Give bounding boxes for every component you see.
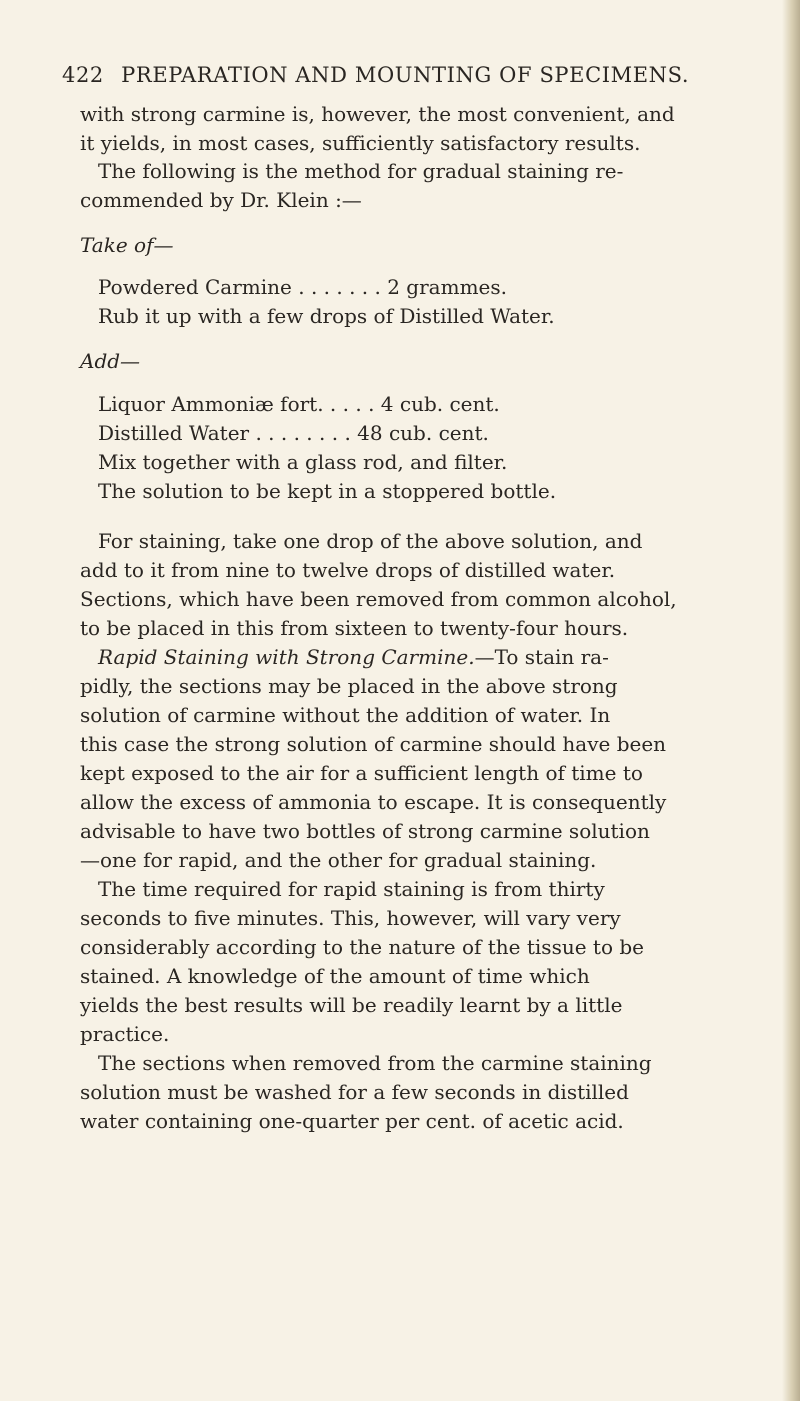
text-line: this case the strong solution of carmine should have been — [80, 732, 667, 756]
recipe-heading: Add— — [80, 349, 141, 373]
text-line: kept exposed to the air for a sufficient length of time to — [80, 761, 643, 785]
page-number: 422 — [62, 63, 104, 87]
text-line: to be placed in this from sixteen to twenty-four hours. — [80, 616, 629, 640]
text-line: solution must be washed for a few seconds in distilled — [80, 1080, 629, 1104]
text-fragment: —To stain ra- — [474, 645, 609, 669]
text-line: Rub it up with a few drops of Distilled Water. — [98, 304, 555, 328]
text-line: it yields, in most cases, sufficiently satisfactory results. — [80, 131, 641, 155]
text-line: The following is the method for gradual staining re- — [98, 159, 624, 183]
text-line: solution of carmine without the addition of water. In — [80, 703, 611, 727]
text-line — [98, 645, 609, 669]
recipe-heading: Take of— — [80, 233, 174, 257]
text-line: with strong carmine is, however, the most convenient, and — [80, 102, 675, 126]
ingredient-line: Liquor Ammoniæ fort. . . . . 4 cub. cent. — [98, 392, 500, 416]
text-line: considerably according to the nature of the tissue to be — [80, 935, 644, 959]
text-line: add to it from nine to twelve drops of distilled water. — [80, 558, 616, 582]
text-line: Sections, which have been removed from common alcohol, — [80, 587, 677, 611]
text-line: practice. — [80, 1022, 170, 1046]
text-line: yields the best results will be readily learnt by a little — [80, 993, 623, 1017]
text-line: commended by Dr. Klein :— — [80, 188, 362, 212]
text-line: seconds to five minutes. This, however, will vary very — [80, 906, 621, 930]
text-line: advisable to have two bottles of strong carmine solution — [80, 819, 650, 843]
text-line: water containing one-quarter per cent. of acetic acid. — [80, 1109, 624, 1133]
text-line: —one for rapid, and the other for gradual staining. — [80, 848, 597, 872]
text-line: pidly, the sections may be placed in the above strong — [80, 674, 618, 698]
running-head — [62, 63, 689, 87]
ingredient-line: Powdered Carmine . . . . . . . 2 grammes. — [98, 275, 507, 299]
text-line: allow the excess of ammonia to escape. It is consequently — [80, 790, 667, 814]
text-line: The time required for rapid staining is from thirty — [98, 877, 605, 901]
page-edge-shadow — [782, 0, 800, 1401]
ingredient-line: Distilled Water . . . . . . . . 48 cub. cent. — [98, 421, 489, 445]
text-line: stained. A knowledge of the amount of time which — [80, 964, 590, 988]
section-heading: Rapid Staining with Strong Carmine. — [98, 645, 475, 669]
text-line: For staining, take one drop of the above solution, and — [98, 529, 643, 553]
text-line: The sections when removed from the carmine staining — [98, 1051, 652, 1075]
text-line: The solution to be kept in a stoppered bottle. — [98, 479, 557, 503]
text-line: Mix together with a glass rod, and filter. — [98, 450, 508, 474]
running-title: PREPARATION AND MOUNTING OF SPECIMENS. — [121, 63, 690, 87]
